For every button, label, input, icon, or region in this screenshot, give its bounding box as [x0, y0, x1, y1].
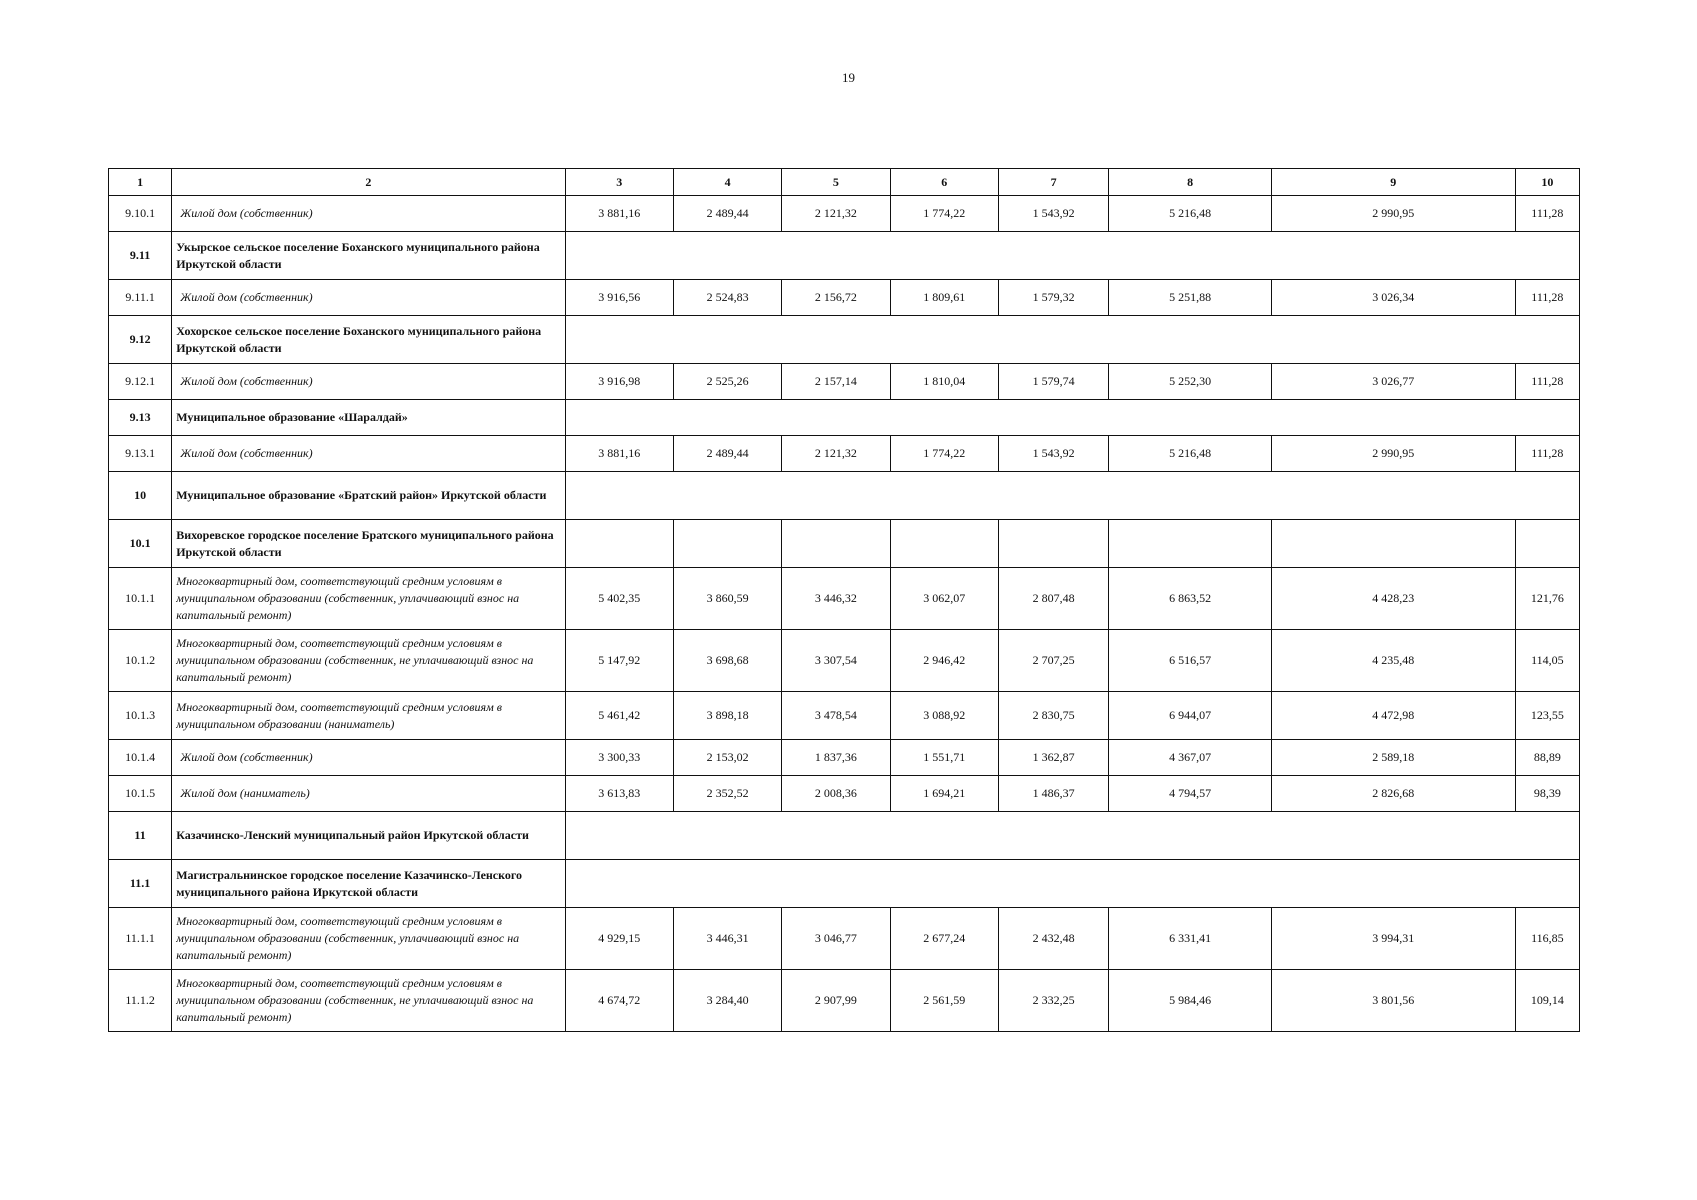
empty-cell — [565, 232, 673, 280]
value-cell: 5 461,42 — [565, 692, 673, 740]
row-name: Многоквартирный дом, соответствующий средним условиям в муниципальном образовании (собственник, не уплачивающий взнос на капитальный ремонт) — [172, 630, 565, 692]
value-cell: 1 543,92 — [998, 196, 1108, 232]
section-row — [109, 400, 1580, 436]
value-cell: 4 367,07 — [1109, 740, 1272, 776]
value-cell: 2 121,32 — [782, 196, 890, 232]
value-cell: 116,85 — [1515, 908, 1579, 970]
empty-cell — [998, 232, 1108, 280]
value-cell: 2 589,18 — [1271, 740, 1515, 776]
empty-cell — [1271, 316, 1515, 364]
section-number: 11 — [109, 812, 172, 860]
empty-cell — [1271, 812, 1515, 860]
value-cell: 1 579,74 — [998, 364, 1108, 400]
table-row — [109, 364, 1580, 400]
section-row — [109, 860, 1580, 908]
empty-cell — [673, 316, 781, 364]
empty-cell — [1515, 232, 1579, 280]
value-cell: 3 801,56 — [1271, 970, 1515, 1032]
value-cell: 2 157,14 — [782, 364, 890, 400]
empty-cell — [565, 400, 673, 436]
section-row — [109, 232, 1580, 280]
empty-cell — [1109, 812, 1272, 860]
value-cell: 5 216,48 — [1109, 196, 1272, 232]
empty-cell — [1109, 520, 1272, 568]
value-cell: 3 613,83 — [565, 776, 673, 812]
value-cell: 2 121,32 — [782, 436, 890, 472]
table-row — [109, 436, 1580, 472]
row-name: Жилой дом (собственник) — [172, 196, 565, 232]
value-cell: 1 579,32 — [998, 280, 1108, 316]
table-row — [109, 970, 1580, 1032]
value-cell: 3 307,54 — [782, 630, 890, 692]
row-number: 10.1.1 — [109, 568, 172, 630]
empty-cell — [998, 860, 1108, 908]
row-number: 9.10.1 — [109, 196, 172, 232]
empty-cell — [890, 472, 998, 520]
header-cell: 9 — [1271, 169, 1515, 196]
section-title: Муниципальное образование «Братский район» Иркутской области — [172, 472, 565, 520]
row-number: 11.1.2 — [109, 970, 172, 1032]
empty-cell — [1109, 316, 1272, 364]
value-cell: 2 826,68 — [1271, 776, 1515, 812]
empty-cell — [782, 472, 890, 520]
empty-cell — [673, 812, 781, 860]
section-title: Укырское сельское поселение Боханского муниципального района Иркутской области — [172, 232, 565, 280]
empty-cell — [1271, 232, 1515, 280]
value-cell: 3 026,34 — [1271, 280, 1515, 316]
value-cell: 3 898,18 — [673, 692, 781, 740]
empty-cell — [1271, 400, 1515, 436]
empty-cell — [1109, 472, 1272, 520]
empty-cell — [565, 860, 673, 908]
empty-cell — [565, 812, 673, 860]
row-name: Многоквартирный дом, соответствующий средним условиям в муниципальном образовании (наниматель) — [172, 692, 565, 740]
value-cell: 1 809,61 — [890, 280, 998, 316]
value-cell: 3 698,68 — [673, 630, 781, 692]
empty-cell — [782, 400, 890, 436]
value-cell: 2 990,95 — [1271, 196, 1515, 232]
empty-cell — [1109, 232, 1272, 280]
value-cell: 3 284,40 — [673, 970, 781, 1032]
value-cell: 3 446,31 — [673, 908, 781, 970]
value-cell: 2 332,25 — [998, 970, 1108, 1032]
empty-cell — [673, 860, 781, 908]
empty-cell — [1515, 400, 1579, 436]
value-cell: 5 216,48 — [1109, 436, 1272, 472]
row-number: 10.1.4 — [109, 740, 172, 776]
value-cell: 5 252,30 — [1109, 364, 1272, 400]
value-cell: 88,89 — [1515, 740, 1579, 776]
section-title: Магистральнинское городское поселение Казачинско-Ленского муниципального района Иркутской области — [172, 860, 565, 908]
empty-cell — [998, 400, 1108, 436]
empty-cell — [1515, 860, 1579, 908]
value-cell: 5 147,92 — [565, 630, 673, 692]
empty-cell — [673, 400, 781, 436]
value-cell: 3 446,32 — [782, 568, 890, 630]
empty-cell — [998, 472, 1108, 520]
value-cell: 3 300,33 — [565, 740, 673, 776]
row-name: Жилой дом (собственник) — [172, 740, 565, 776]
value-cell: 3 916,98 — [565, 364, 673, 400]
value-cell: 2 907,99 — [782, 970, 890, 1032]
empty-cell — [565, 472, 673, 520]
value-cell: 1 837,36 — [782, 740, 890, 776]
header-cell: 5 — [782, 169, 890, 196]
table-row — [109, 740, 1580, 776]
value-cell: 4 929,15 — [565, 908, 673, 970]
value-cell: 2 008,36 — [782, 776, 890, 812]
section-title: Хохорское сельское поселение Боханского муниципального района Иркутской области — [172, 316, 565, 364]
value-cell: 109,14 — [1515, 970, 1579, 1032]
section-title: Муниципальное образование «Шаралдай» — [172, 400, 565, 436]
row-name: Многоквартирный дом, соответствующий средним условиям в муниципальном образовании (собственник, уплачивающий взнос на капитальный ремонт) — [172, 568, 565, 630]
empty-cell — [673, 232, 781, 280]
empty-cell — [673, 520, 781, 568]
empty-cell — [1271, 520, 1515, 568]
section-title: Вихоревское городское поселение Братского муниципального района Иркутской области — [172, 520, 565, 568]
value-cell: 114,05 — [1515, 630, 1579, 692]
tariff-table — [108, 168, 1580, 1032]
empty-cell — [1109, 860, 1272, 908]
row-number: 9.13.1 — [109, 436, 172, 472]
value-cell: 98,39 — [1515, 776, 1579, 812]
header-cell: 8 — [1109, 169, 1272, 196]
header-row — [109, 169, 1580, 196]
value-cell: 6 331,41 — [1109, 908, 1272, 970]
value-cell: 2 432,48 — [998, 908, 1108, 970]
section-number: 9.12 — [109, 316, 172, 364]
row-number: 10.1.5 — [109, 776, 172, 812]
empty-cell — [1515, 316, 1579, 364]
page-number: 19 — [842, 70, 855, 85]
section-number: 11.1 — [109, 860, 172, 908]
value-cell: 1 774,22 — [890, 436, 998, 472]
empty-cell — [998, 812, 1108, 860]
empty-cell — [782, 520, 890, 568]
row-name: Многоквартирный дом, соответствующий средним условиям в муниципальном образовании (собственник, уплачивающий взнос на капитальный ремонт) — [172, 908, 565, 970]
row-name: Жилой дом (собственник) — [172, 280, 565, 316]
value-cell: 2 830,75 — [998, 692, 1108, 740]
value-cell: 3 478,54 — [782, 692, 890, 740]
value-cell: 123,55 — [1515, 692, 1579, 740]
value-cell: 2 525,26 — [673, 364, 781, 400]
empty-cell — [1271, 472, 1515, 520]
value-cell: 2 990,95 — [1271, 436, 1515, 472]
empty-cell — [890, 400, 998, 436]
value-cell: 1 694,21 — [890, 776, 998, 812]
row-name: Многоквартирный дом, соответствующий средним условиям в муниципальном образовании (собственник, не уплачивающий взнос на капитальный ремонт) — [172, 970, 565, 1032]
table-row — [109, 692, 1580, 740]
value-cell: 6 944,07 — [1109, 692, 1272, 740]
empty-cell — [673, 472, 781, 520]
empty-cell — [565, 316, 673, 364]
value-cell: 2 489,44 — [673, 196, 781, 232]
value-cell: 4 235,48 — [1271, 630, 1515, 692]
value-cell: 111,28 — [1515, 364, 1579, 400]
section-number: 10 — [109, 472, 172, 520]
header-cell: 3 — [565, 169, 673, 196]
section-row — [109, 472, 1580, 520]
value-cell: 111,28 — [1515, 280, 1579, 316]
row-number: 9.12.1 — [109, 364, 172, 400]
value-cell: 1 543,92 — [998, 436, 1108, 472]
header-cell: 10 — [1515, 169, 1579, 196]
empty-cell — [782, 812, 890, 860]
value-cell: 3 860,59 — [673, 568, 781, 630]
empty-cell — [890, 232, 998, 280]
value-cell: 2 352,52 — [673, 776, 781, 812]
row-number: 10.1.2 — [109, 630, 172, 692]
table-row — [109, 568, 1580, 630]
empty-cell — [1515, 520, 1579, 568]
value-cell: 2 807,48 — [998, 568, 1108, 630]
header-cell: 6 — [890, 169, 998, 196]
value-cell: 2 153,02 — [673, 740, 781, 776]
table-row — [109, 908, 1580, 970]
empty-cell — [890, 860, 998, 908]
empty-cell — [782, 316, 890, 364]
section-number: 9.11 — [109, 232, 172, 280]
value-cell: 5 984,46 — [1109, 970, 1272, 1032]
value-cell: 5 251,88 — [1109, 280, 1272, 316]
value-cell: 2 489,44 — [673, 436, 781, 472]
value-cell: 2 524,83 — [673, 280, 781, 316]
value-cell: 2 156,72 — [782, 280, 890, 316]
section-number: 10.1 — [109, 520, 172, 568]
value-cell: 3 994,31 — [1271, 908, 1515, 970]
value-cell: 3 916,56 — [565, 280, 673, 316]
empty-cell — [782, 860, 890, 908]
section-title: Казачинско-Ленский муниципальный район Иркутской области — [172, 812, 565, 860]
row-number: 9.11.1 — [109, 280, 172, 316]
value-cell: 3 062,07 — [890, 568, 998, 630]
value-cell: 2 707,25 — [998, 630, 1108, 692]
value-cell: 3 881,16 — [565, 196, 673, 232]
value-cell: 4 472,98 — [1271, 692, 1515, 740]
empty-cell — [998, 520, 1108, 568]
value-cell: 2 946,42 — [890, 630, 998, 692]
section-row — [109, 316, 1580, 364]
value-cell: 3 088,92 — [890, 692, 998, 740]
value-cell: 111,28 — [1515, 196, 1579, 232]
header-cell: 4 — [673, 169, 781, 196]
table-row — [109, 280, 1580, 316]
value-cell: 4 794,57 — [1109, 776, 1272, 812]
value-cell: 1 810,04 — [890, 364, 998, 400]
section-number: 9.13 — [109, 400, 172, 436]
empty-cell — [1271, 860, 1515, 908]
empty-cell — [1515, 812, 1579, 860]
value-cell: 1 551,71 — [890, 740, 998, 776]
value-cell: 6 863,52 — [1109, 568, 1272, 630]
table-row — [109, 630, 1580, 692]
empty-cell — [890, 520, 998, 568]
value-cell: 121,76 — [1515, 568, 1579, 630]
header-cell: 7 — [998, 169, 1108, 196]
header-cell: 2 — [172, 169, 565, 196]
value-cell: 3 881,16 — [565, 436, 673, 472]
table-row — [109, 776, 1580, 812]
value-cell: 2 561,59 — [890, 970, 998, 1032]
value-cell: 4 674,72 — [565, 970, 673, 1032]
empty-cell — [782, 232, 890, 280]
section-row — [109, 520, 1580, 568]
value-cell: 1 362,87 — [998, 740, 1108, 776]
value-cell: 4 428,23 — [1271, 568, 1515, 630]
value-cell: 2 677,24 — [890, 908, 998, 970]
empty-cell — [890, 812, 998, 860]
empty-cell — [565, 520, 673, 568]
row-number: 11.1.1 — [109, 908, 172, 970]
row-name: Жилой дом (собственник) — [172, 436, 565, 472]
section-row — [109, 812, 1580, 860]
value-cell: 3 046,77 — [782, 908, 890, 970]
empty-cell — [1515, 472, 1579, 520]
empty-cell — [890, 316, 998, 364]
table-row — [109, 196, 1580, 232]
value-cell: 1 774,22 — [890, 196, 998, 232]
row-name: Жилой дом (собственник) — [172, 364, 565, 400]
empty-cell — [998, 316, 1108, 364]
value-cell: 3 026,77 — [1271, 364, 1515, 400]
row-number: 10.1.3 — [109, 692, 172, 740]
value-cell: 111,28 — [1515, 436, 1579, 472]
header-cell: 1 — [109, 169, 172, 196]
table-body — [109, 169, 1580, 1032]
row-name: Жилой дом (наниматель) — [172, 776, 565, 812]
empty-cell — [1109, 400, 1272, 436]
value-cell: 6 516,57 — [1109, 630, 1272, 692]
value-cell: 1 486,37 — [998, 776, 1108, 812]
value-cell: 5 402,35 — [565, 568, 673, 630]
